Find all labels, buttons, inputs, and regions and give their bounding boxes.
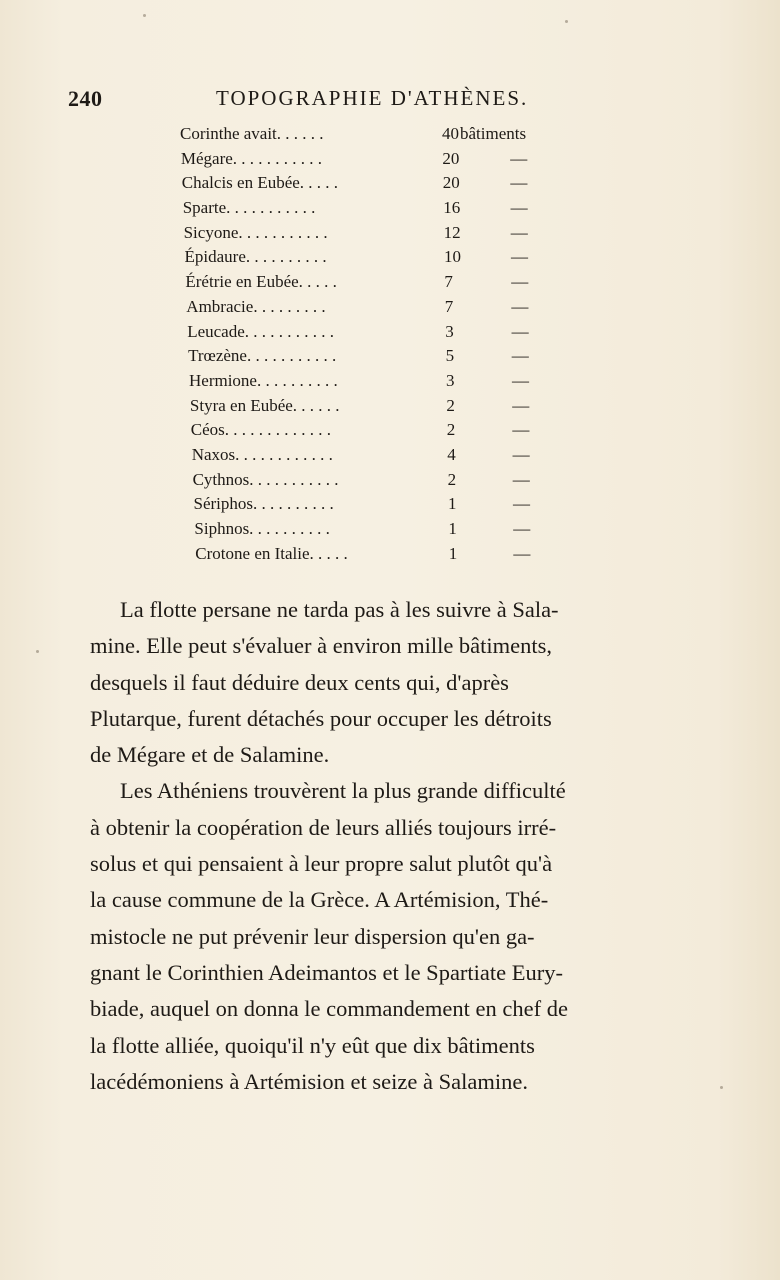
text-line: biade, auquel on donna le commandement en chef de [90,996,568,1022]
fleet-unit: — [510,222,528,242]
text-line: La flotte persane ne tarda pas à les suivre à Sala- [120,597,559,622]
paragraph [90,773,695,1100]
fleet-unit: — [511,321,529,341]
fleet-city: Sicyone. . . . . . . . . . . [183,222,328,242]
text-line: la cause commune de la Grèce. A Artémision, Thé- [90,887,549,913]
fleet-row [180,468,580,493]
fleet-count: 7 [444,272,453,292]
fleet-unit: — [512,469,530,489]
paragraph [90,592,695,773]
fleet-row [180,171,580,196]
fleet-row [180,418,580,443]
fleet-city: Érétrie en Eubée. . . . . [185,272,337,292]
fleet-unit: — [511,346,529,366]
text-line: Plutarque, furent détachés pour occuper les détroits [90,705,552,731]
fleet-unit: — [513,543,531,563]
fleet-row [180,542,580,567]
fleet-row [180,245,580,270]
text-line: desquels il faut déduire deux cents qui, d'après [90,669,509,695]
text-line: lacédémoniens à Artémision et seize à Salamine. [90,1068,528,1094]
fleet-row [180,394,580,419]
paper-speck [565,20,568,23]
fleet-count: 16 [443,198,461,218]
fleet-row [180,443,580,468]
fleet-count: 2 [446,395,455,415]
fleet-count: 4 [447,444,456,464]
fleet-row [180,369,580,394]
fleet-city: Céos. . . . . . . . . . . . . [190,420,332,440]
fleet-unit: — [512,420,530,440]
fleet-city: Sparte. . . . . . . . . . . [182,198,316,218]
fleet-city: Leucade. . . . . . . . . . . [187,321,335,341]
fleet-city: Chalcis en Eubée. . . . . [181,173,339,193]
fleet-city: Naxos. . . . . . . . . . . . [191,444,333,464]
fleet-row [180,320,580,345]
fleet-city: Épidaure. . . . . . . . . . [184,247,327,267]
fleet-city: Crotone en Italie. . . . . [195,543,348,563]
fleet-city: Siphnos. . . . . . . . . . [194,519,330,538]
paper-speck [143,14,146,17]
fleet-city: Trœzène. . . . . . . . . . . [188,346,337,366]
fleet-count: 2 [446,420,456,440]
fleet-unit: — [512,370,529,390]
fleet-count: 1 [448,519,457,538]
text-line: la flotte alliée, quoiqu'il n'y eût que dix bâtiments [90,1032,535,1058]
text-line: mistocle ne put prévenir leur dispersion qu'en ga- [90,923,535,949]
fleet-city: Sériphos. . . . . . . . . . [193,494,334,514]
fleet-count: 1 [448,494,457,514]
page-number: 240 [68,86,103,111]
fleet-row [180,122,580,147]
fleet-count: 2 [447,469,457,489]
text-line: gnant le Corinthien Adeimantos et le Spartiate Eury- [90,959,564,985]
fleet-unit: — [511,296,529,316]
fleet-unit: — [513,519,531,538]
page-header [68,86,548,116]
fleet-count: 1 [448,543,458,563]
fleet-city: Styra en Eubée. . . . . . [189,395,340,415]
fleet-count: 10 [444,247,461,267]
text-line: mine. Elle peut s'évaluer à environ mille bâtiments, [90,633,553,659]
fleet-count: 20 [442,148,460,168]
fleet-city: Cythnos. . . . . . . . . . . [192,469,339,489]
fleet-unit: — [512,395,530,415]
fleet-count: 3 [445,321,454,341]
fleet-table [180,122,580,566]
fleet-row [180,196,580,221]
paper-speck [720,1086,723,1089]
fleet-unit: — [510,198,528,218]
fleet-row [180,270,580,295]
fleet-row [180,221,580,246]
fleet-unit: — [511,272,529,292]
running-title: TOPOGRAPHIE D'ATHÈNES. [216,86,529,110]
fleet-count: 5 [445,346,455,366]
fleet-count: 12 [443,222,461,242]
text-line: à obtenir la coopération de leurs alliés toujours irré- [90,814,557,840]
fleet-unit: bâtiments [460,124,527,143]
fleet-unit: — [512,444,530,464]
text-line: Les Athéniens trouvèrent la plus grande difficulté [120,778,566,804]
fleet-unit: — [511,247,528,267]
fleet-city: Mégare. . . . . . . . . . . [180,148,323,168]
fleet-row [180,295,580,320]
paper-speck [36,650,39,653]
fleet-city: Hermione. . . . . . . . . . [189,370,338,390]
body-text [90,592,695,1100]
fleet-row [180,492,580,517]
fleet-unit: — [513,494,530,514]
fleet-row [180,147,580,172]
fleet-count: 3 [446,370,455,390]
fleet-row [180,517,580,542]
text-line: solus et qui pensaient à leur propre salut plutôt qu'à [90,851,553,877]
fleet-count: 40 [442,124,459,143]
fleet-row [180,344,580,369]
fleet-unit: — [510,173,528,193]
fleet-count: 20 [442,173,460,193]
fleet-city: Ambracie. . . . . . . . . [186,296,326,316]
fleet-count: 7 [444,296,454,316]
fleet-unit: — [510,148,528,168]
fleet-city: Corinthe avait. . . . . . [180,124,324,143]
text-line: de Mégare et de Salamine. [90,742,330,768]
